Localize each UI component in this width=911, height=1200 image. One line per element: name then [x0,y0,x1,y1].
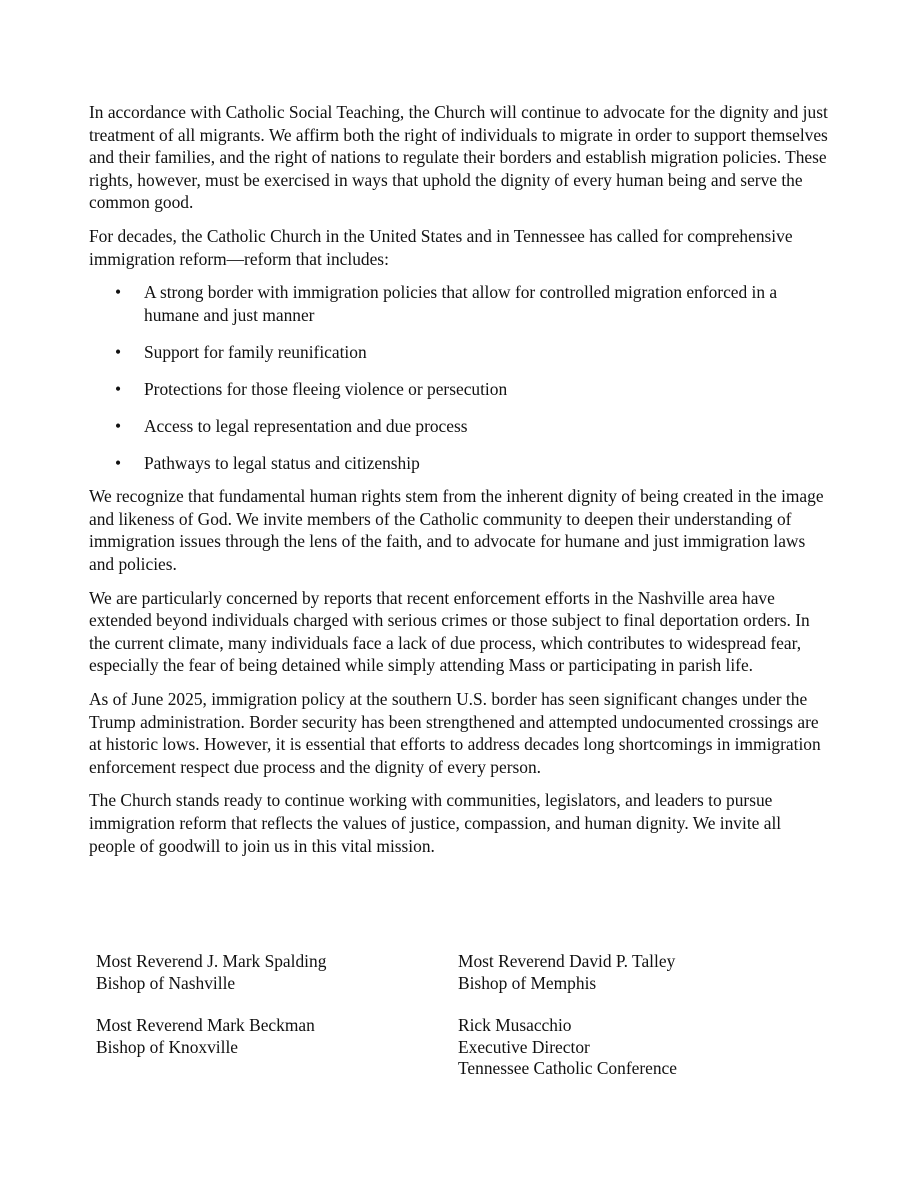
paragraph-nashville-concern: We are particularly concerned by reports that recent enforcement efforts in the Nashville area have extended beyond individuals charged with serious crimes or those subject to final deportation orders. In the current climate, many individuals face a lack of due process, which contributes to widespread fear, especially the fear of being detained while simply attending Mass or participating in parish life. [89,587,810,676]
bullet-icon: • [115,416,122,437]
signatory-name: Most Reverend J. Mark Spalding [96,951,327,971]
list-item [89,341,827,364]
bullet-icon: • [115,378,122,399]
reform-list [89,281,829,475]
paragraph-border-policy: As of June 2025, immigration policy at the southern U.S. border has seen significant changes under the Trump administration. Border security has been strengthened and attempted undocumented crossings are at historic lows. However, it is essential that efforts to address decades long shortcomings in immigration enforcement respect due process and the dignity of every person. [89,688,821,777]
list-item-text: Pathways to legal status and citizenship [144,453,420,474]
list-item [89,415,827,438]
list-item [89,281,827,326]
list-item-text: Access to legal representation and due process [144,416,468,437]
signatory-name: Most Reverend Mark Beckman [96,1015,315,1035]
paragraph-catholic-social-teaching: In accordance with Catholic Social Teaching, the Church will continue to advocate for the dignity and just treatment of all migrants. We affirm both the right of individuals to migrate in order to support themselves and their families, and the right of nations to regulate their borders and establish migration policies. These rights, however, must be exercised in ways that uphold the dignity of every human being and serve the common good. [89,102,828,213]
signature-spalding [96,951,326,994]
list-item [89,452,827,475]
bullet-icon: • [115,341,122,362]
list-item-text: Protections for those fleeing violence or persecution [144,378,508,399]
signatory-name: Most Reverend David P. Talley [458,951,676,971]
signatory-title: Bishop of Memphis [458,972,597,993]
signatory-title: Executive Director [458,1036,590,1057]
list-item-text: Support for family reunification [144,341,367,362]
signatory-title: Bishop of Nashville [96,972,236,993]
list-item-text: A strong border with immigration policies that allow for controlled migration enforced in a humane and just manner [144,282,778,325]
signatory-organization: Tennessee Catholic Conference [458,1058,677,1078]
bullet-icon: • [115,453,122,474]
signature-musacchio [458,1015,677,1080]
bullet-icon: • [115,282,122,303]
signature-talley [458,951,675,994]
paragraph-human-dignity: We recognize that fundamental human rights stem from the inherent dignity of being created in the image and likeness of God. We invite members of the Catholic community to deepen their understanding of immigration issues through the lens of the faith, and to advocate for humane and just immigration laws and policies. [89,486,824,574]
signatory-title: Bishop of Knoxville [96,1036,239,1057]
paragraph-church-ready: The Church stands ready to continue working with communities, legislators, and leaders to pursue immigration reform that reflects the values of justice, compassion, and human dignity. We invite all people of goodwill to join us in this vital mission. [89,790,782,856]
letter-body [89,101,829,868]
paragraph-reform-intro: For decades, the Catholic Church in the United States and in Tennessee has called for comprehensive immigration reform—reform that includes: [89,225,793,269]
signature-beckman [96,1015,315,1058]
signatory-name: Rick Musacchio [458,1015,572,1035]
list-item [89,378,827,401]
